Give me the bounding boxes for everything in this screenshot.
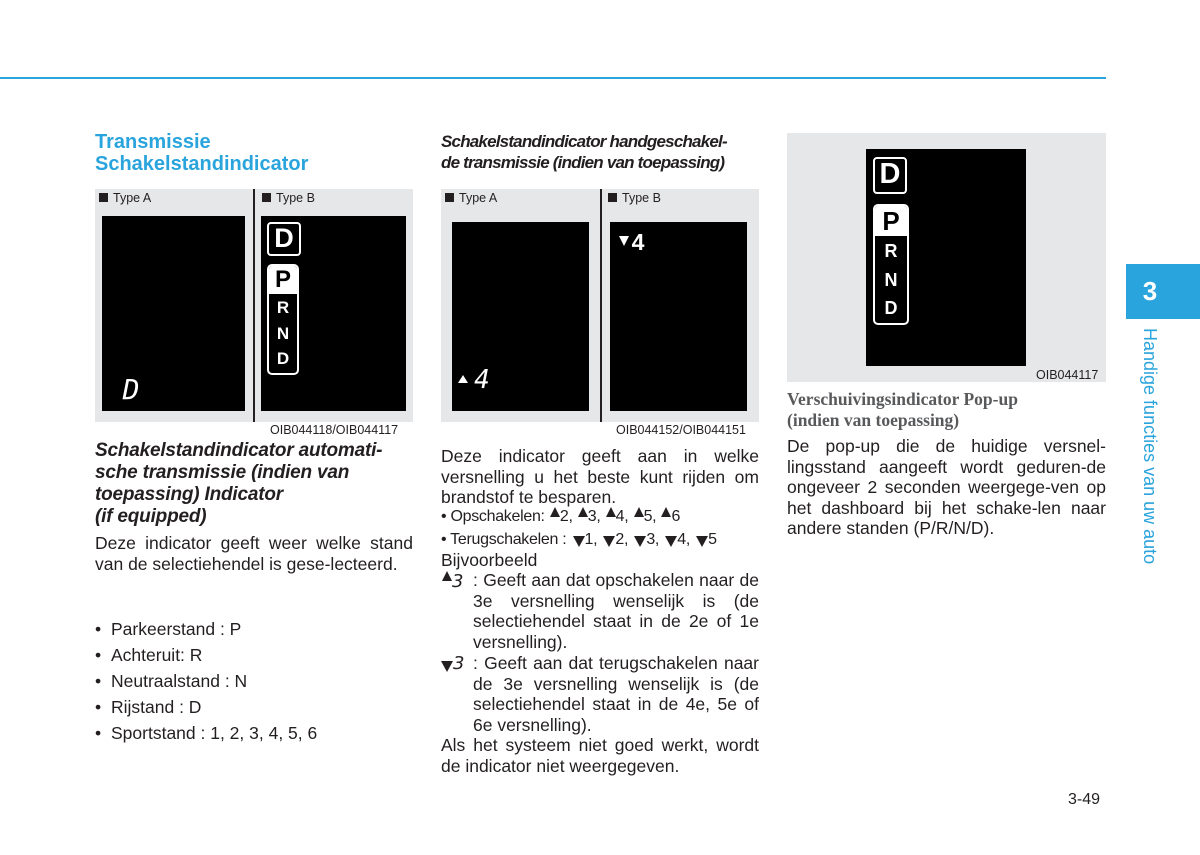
- screen-b-gear-number: 4: [631, 229, 645, 255]
- up-arrow-icon: [606, 507, 616, 517]
- upshift-label: Opschakelen:: [450, 508, 545, 525]
- example-label: Bijvoorbeeld: [441, 550, 538, 570]
- gear-d2-label: D: [884, 298, 898, 318]
- section-title-line2: Schakelstandindicator: [95, 153, 309, 175]
- downshift-num: 3,: [646, 531, 660, 548]
- gear-d-label: D: [274, 223, 294, 253]
- chapter-number: 3: [1142, 276, 1158, 306]
- down-arrow-icon: [573, 536, 585, 547]
- gear-n-label: N: [884, 270, 898, 290]
- screen-a-gear-d: D: [122, 373, 140, 406]
- downshift-num: 1,: [584, 531, 598, 548]
- figure-divider: [253, 189, 255, 422]
- figure-divider: [600, 189, 602, 422]
- figure-code: OIB044117: [1036, 368, 1099, 382]
- header-rule: [0, 77, 1106, 79]
- up-arrow-icon: [550, 507, 560, 517]
- upshift-num: 3,: [587, 508, 601, 525]
- popup-title: [787, 389, 1117, 431]
- down-arrow-icon: [441, 661, 453, 672]
- figure-label-type-a: Type A: [99, 191, 151, 205]
- title-line2: (indien van toepassing): [787, 410, 960, 430]
- list-item: • Rijstand : D: [95, 697, 413, 718]
- square-bullet-icon: [445, 193, 454, 202]
- example2-text: : Geeft aan dat terugschakelen naar de 3e versnelling wenselijk is (de selectiehendel staat in de 4e, 5e of 6e versnelling).: [473, 653, 759, 735]
- upshift-num: 4,: [615, 508, 629, 525]
- upshift-num: 5,: [643, 508, 657, 525]
- upshift-num: 2,: [559, 508, 573, 525]
- section-title-line1: Transmissie: [95, 131, 211, 153]
- page-number: 3-49: [1068, 791, 1101, 808]
- gear-d-label: D: [879, 158, 901, 190]
- downshift-line: [441, 528, 771, 552]
- downshift-num: 2,: [615, 531, 629, 548]
- gear-r-label: R: [276, 298, 290, 317]
- figure-label-type-b: Type B: [608, 191, 661, 205]
- chapter-title-vertical: [1138, 328, 1162, 588]
- outro-paragraph: Als het systeem niet goed werkt, wordt de indicator niet weergegeven.: [441, 735, 759, 776]
- section-title-manual: [441, 131, 771, 173]
- subtitle-line2: sche transmissie (indien van: [95, 462, 350, 483]
- downshift-num: 5: [708, 531, 717, 548]
- list-item: • Parkeerstand : P: [95, 619, 413, 640]
- up-arrow-icon: [578, 507, 588, 517]
- subsection-title: [95, 440, 425, 528]
- figure-label-type-b: Type B: [262, 191, 315, 205]
- upshift-line: [441, 505, 771, 529]
- up-arrow-icon: [661, 507, 671, 517]
- down-arrow-icon: [696, 536, 708, 547]
- list-item: • Achteruit: R: [95, 645, 413, 666]
- gear-p-label: P: [882, 206, 900, 236]
- subtitle-line1: Schakelstandindicator automati-: [95, 440, 383, 461]
- example1-text: : Geeft aan dat opschakelen naar de 3e versnelling wenselijk is (de selectiehendel staat in de 2e of 1e versnelling).: [473, 570, 759, 652]
- gear-list: [95, 619, 413, 749]
- list-item: • Neutraalstand : N: [95, 671, 413, 692]
- gear-n-label: N: [276, 324, 290, 343]
- figure-label-type-a: Type A: [445, 191, 497, 205]
- subtitle-line4: (if equipped): [95, 506, 207, 527]
- title-line2: de transmissie (indien van toepassing): [441, 153, 725, 172]
- intro-paragraph: Deze indicator geeft aan in welke versnelling u het beste kunt rijden om brandstof te besparen.: [441, 446, 759, 507]
- section-title: [95, 131, 308, 175]
- example1-symbol: [441, 571, 477, 595]
- title-line1: Verschuivingsindicator Pop-up: [787, 389, 1018, 409]
- square-bullet-icon: [262, 193, 271, 202]
- gear-p-label: P: [274, 266, 291, 293]
- bullet: •: [441, 531, 451, 548]
- title-line1: Schakelstandindicator handgeschakel-: [441, 132, 727, 151]
- gear-d2-label: D: [276, 349, 290, 368]
- body-paragraph: Deze indicator geeft weer welke stand van de selectiehendel is gese-lecteerd.: [95, 533, 413, 574]
- downshift-label: Terugschakelen :: [450, 531, 567, 548]
- upshift-arrow-icon: [458, 375, 468, 383]
- down-arrow-icon: [634, 536, 646, 547]
- figure-code: OIB044118/OIB044117: [270, 423, 399, 437]
- square-bullet-icon: [608, 193, 617, 202]
- figure-code: OIB044152/OIB044151: [616, 423, 746, 437]
- downshift-num: 4,: [677, 531, 690, 548]
- up-arrow-icon: [442, 571, 452, 581]
- gear-r-label: R: [884, 241, 898, 261]
- popup-body: De pop-up die de huidige versnel-lingsstand aangeeft wordt geduren-de ongeveer 2 seconden weergege-ven op het dashboard bij het schake-len naar andere standen (P/R/N/D).: [787, 436, 1106, 538]
- example1-num: 3: [452, 571, 464, 592]
- example2-num: 3: [453, 653, 465, 674]
- chapter-title: Handige functies van uw auto: [1140, 328, 1160, 565]
- bullet: •: [441, 508, 451, 525]
- screen-a-gear-number: 4: [474, 365, 490, 395]
- subtitle-line3: toepassing) Indicator: [95, 484, 283, 505]
- down-arrow-icon: [665, 536, 677, 547]
- up-arrow-icon: [634, 507, 644, 517]
- down-arrow-icon: [603, 536, 615, 547]
- example2-symbol: [441, 653, 477, 677]
- square-bullet-icon: [99, 193, 108, 202]
- list-item: • Sportstand : 1, 2, 3, 4, 5, 6: [95, 723, 413, 744]
- upshift-num: 6: [671, 508, 681, 525]
